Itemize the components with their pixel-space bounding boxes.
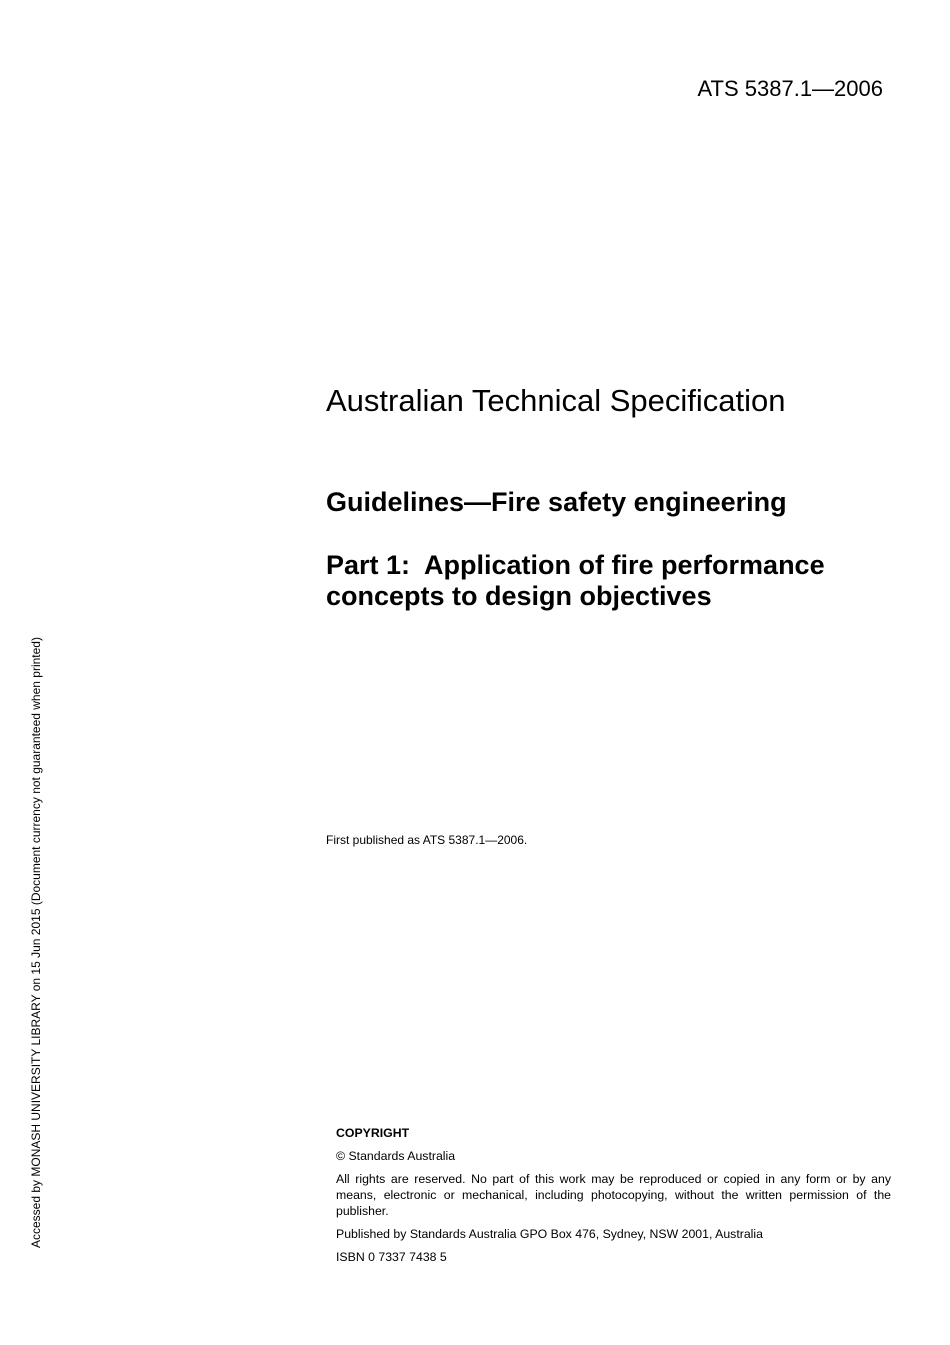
copyright-block [336, 1125, 891, 1272]
part-title [326, 550, 906, 612]
access-stamp: Accessed by MONASH UNIVERSITY LIBRARY on 15 Jun 2015 (Document currency not guaranteed when printed) [29, 637, 43, 1248]
publisher-address: Published by Standards Australia GPO Box 476, Sydney, NSW 2001, Australia [336, 1227, 763, 1241]
copyright-owner: © Standards Australia [336, 1149, 456, 1163]
rights-statement: All rights are reserved. No part of this work may be reproduced or copied in any form or by any means, electronic or mechanical, including photocopying, without the written permission of the publisher. [336, 1172, 891, 1218]
part-title-line: concepts to design objectives [326, 581, 712, 611]
document-title: Guidelines—Fire safety engineering [326, 487, 787, 517]
part-title-line: Part 1: Application of fire performance [326, 550, 825, 580]
copyright-heading: COPYRIGHT [336, 1126, 410, 1140]
specification-type: Australian Technical Specification [326, 383, 786, 418]
isbn: ISBN 0 7337 7438 5 [336, 1250, 447, 1264]
publication-note: First published as ATS 5387.1—2006. [326, 833, 528, 847]
document-number: ATS 5387.1—2006 [697, 76, 883, 101]
